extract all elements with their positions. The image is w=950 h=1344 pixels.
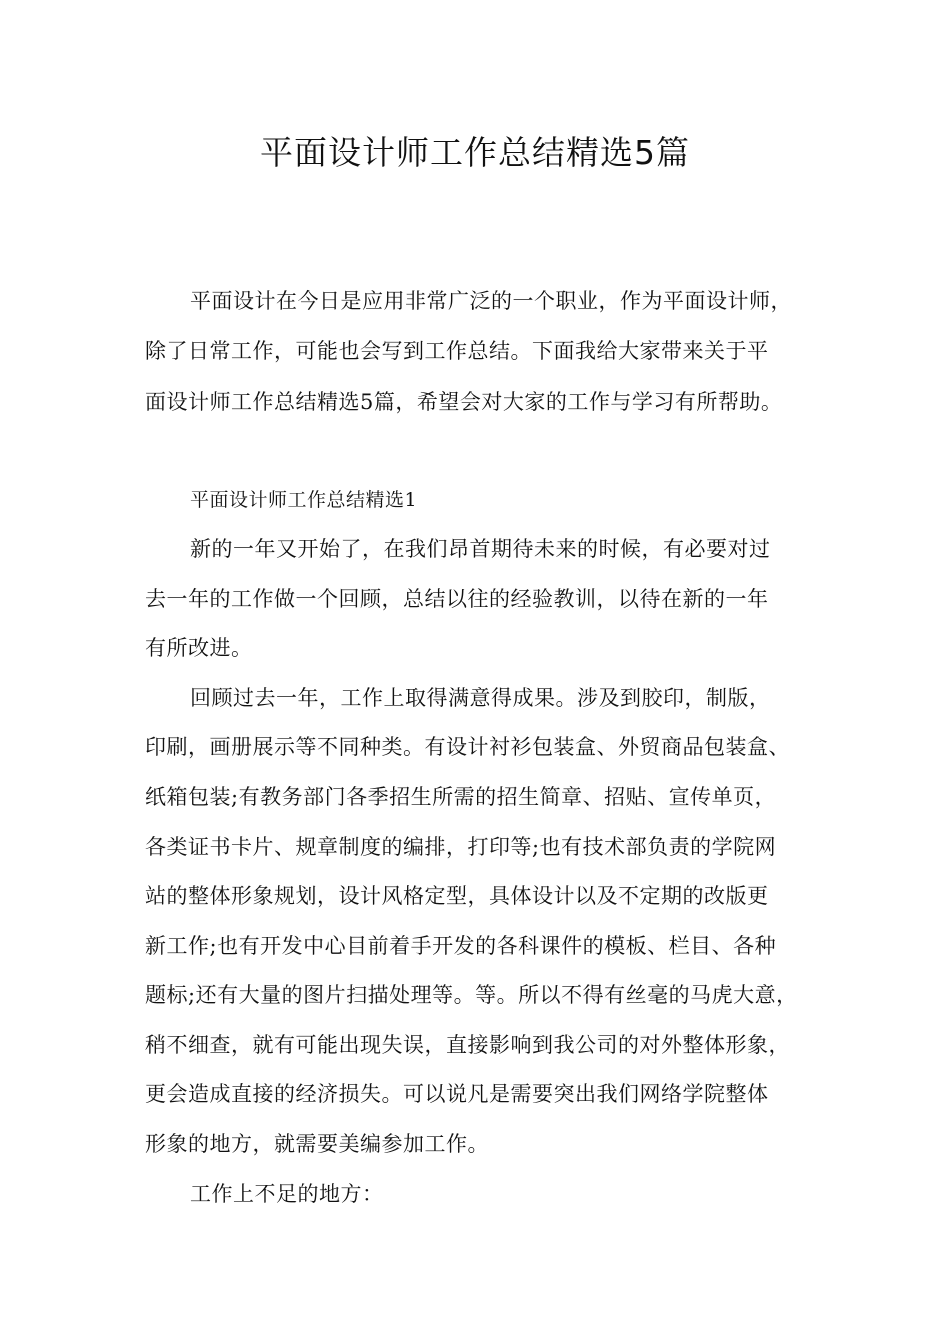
intro-line-3: 面设计师工作总结精选5篇，希望会对大家的工作与学习有所帮助。: [145, 390, 783, 414]
intro-line-1: 平面设计在今日是应用非常广泛的一个职业，作为平面设计师，: [190, 289, 792, 313]
paragraph-2-line-7: 题标;还有大量的图片扫描处理等。等。所以不得有丝毫的马虎大意，: [145, 983, 798, 1007]
paragraph-2-line-4: 各类证书卡片、规章制度的编排，打印等;也有技术部负责的学院网: [145, 835, 777, 859]
section-heading: 平面设计师工作总结精选1: [190, 489, 418, 511]
paragraph-1-line-2: 去一年的工作做一个回顾，总结以往的经验教训，以待在新的一年: [145, 587, 769, 611]
paragraph-1-line-3: 有所改进。: [145, 636, 253, 660]
paragraph-2-line-8: 稍不细查，就有可能出现失误，直接影响到我公司的对外整体形象，: [145, 1033, 790, 1057]
intro-line-2: 除了日常工作，可能也会写到工作总结。下面我给大家带来关于平: [145, 339, 769, 363]
paragraph-2-line-10: 形象的地方，就需要美编参加工作。: [145, 1132, 489, 1156]
paragraph-2-line-6: 新工作;也有开发中心目前着手开发的各科课件的模板、栏目、各种: [145, 934, 777, 958]
paragraph-2-line-9: 更会造成直接的经济损失。可以说凡是需要突出我们网络学院整体: [145, 1082, 769, 1106]
paragraph-2-line-3: 纸箱包装;有教务部门各季招生所需的招生简章、招贴、宣传单页，: [145, 785, 777, 809]
paragraph-3-line-1: 工作上不足的地方：: [190, 1182, 384, 1206]
paragraph-1-line-1: 新的一年又开始了，在我们昂首期待未来的时候，有必要对过: [190, 537, 771, 561]
paragraph-2-line-1: 回顾过去一年，工作上取得满意得成果。涉及到胶印，制版，: [190, 686, 771, 710]
paragraph-2-line-2: 印刷，画册展示等不同种类。有设计衬衫包装盒、外贸商品包装盒、: [145, 735, 790, 759]
document-title: 平面设计师工作总结精选5篇: [260, 133, 690, 172]
paragraph-2-line-5: 站的整体形象规划，设计风格定型，具体设计以及不定期的改版更: [145, 884, 769, 908]
